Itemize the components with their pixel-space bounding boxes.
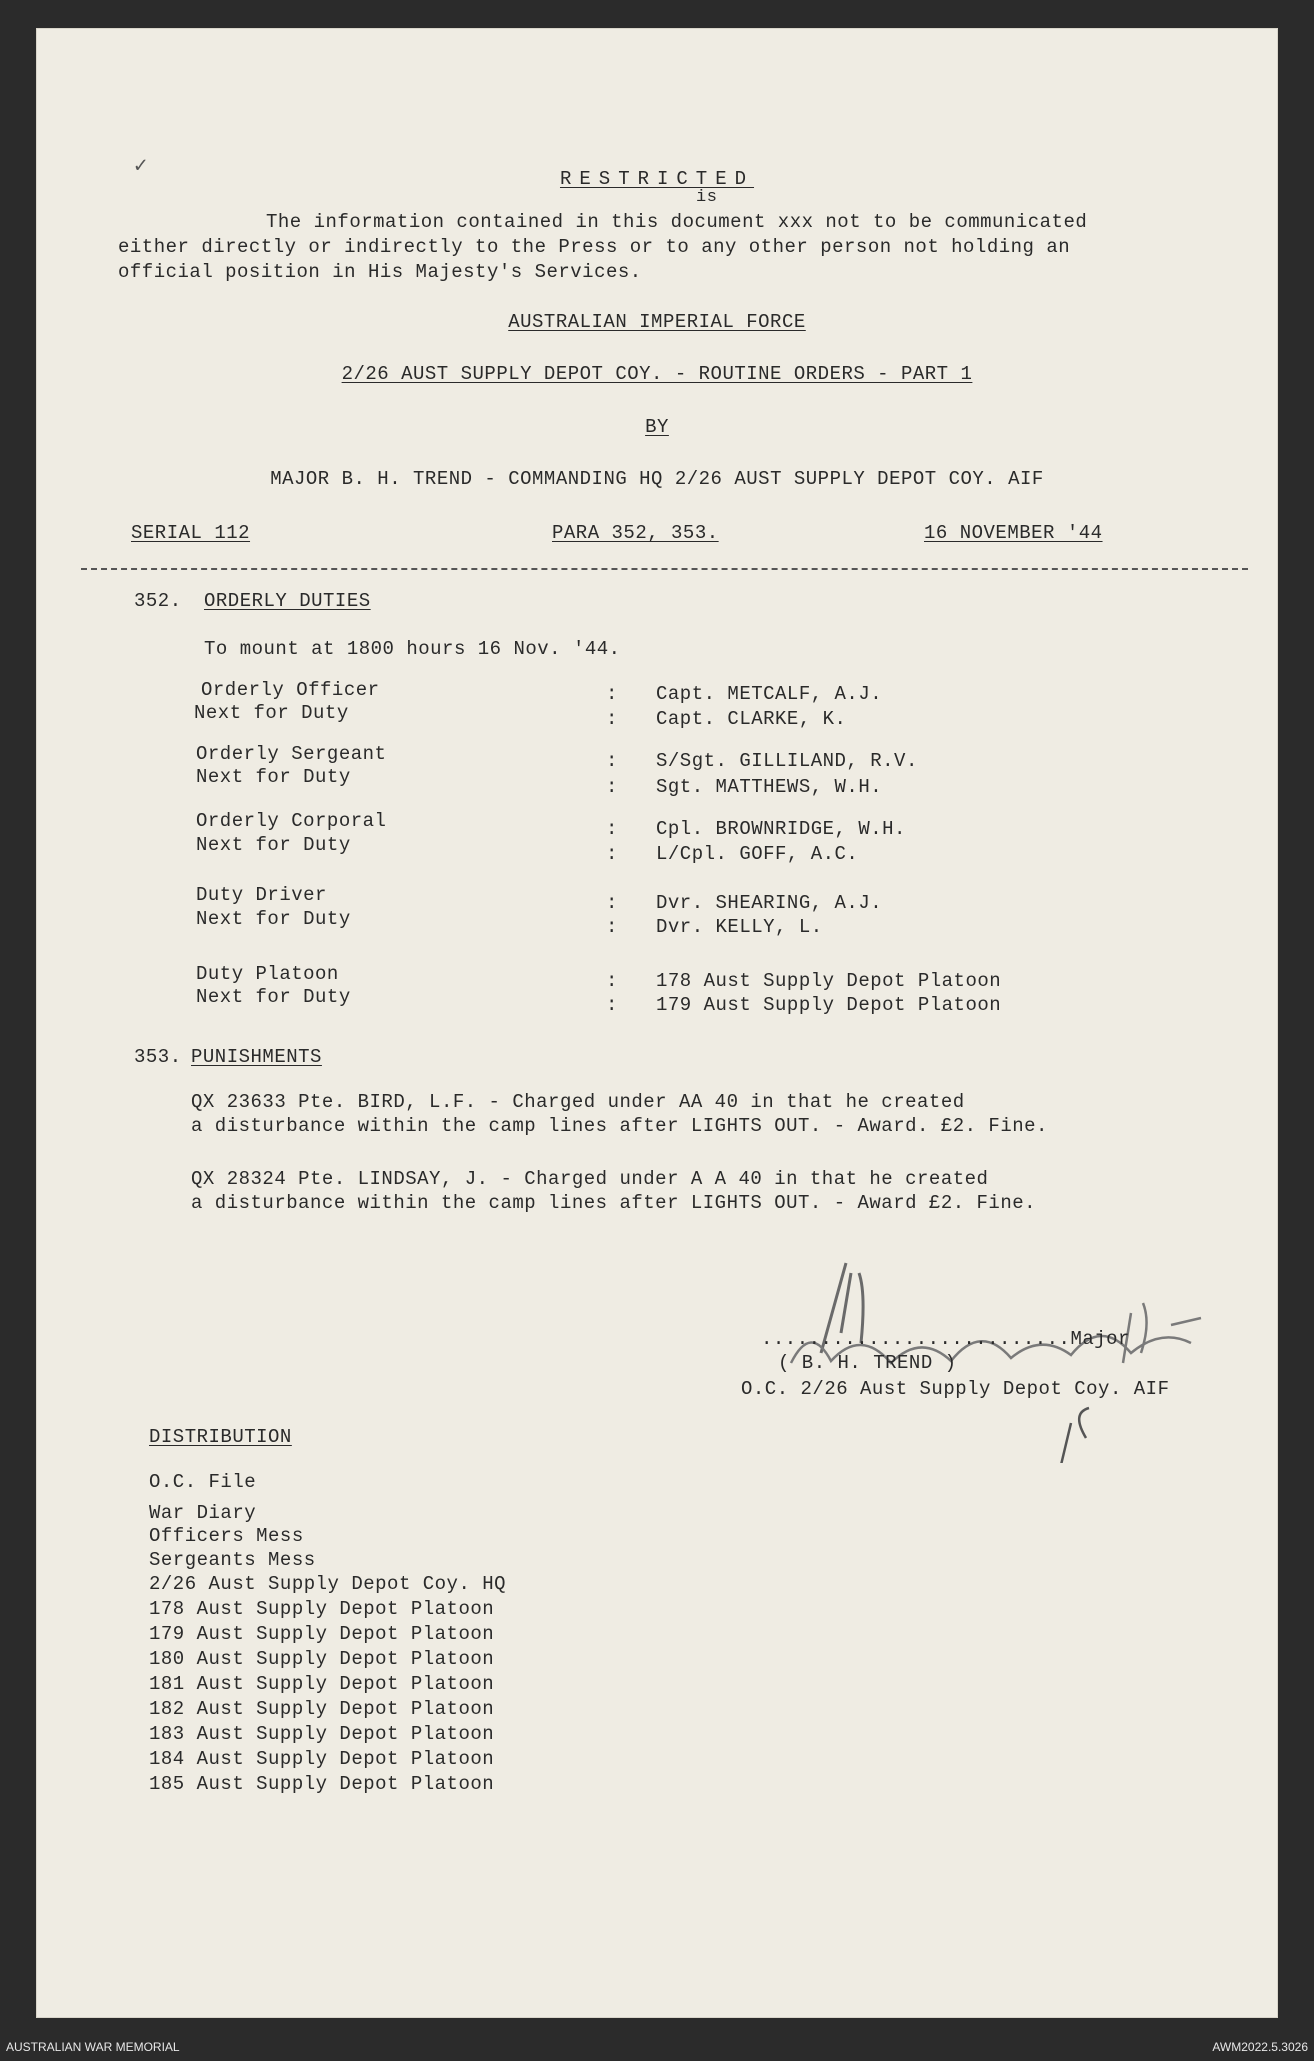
section-number: 353. — [134, 1046, 182, 1068]
distribution-item: 178 Aust Supply Depot Platoon — [149, 1598, 495, 1620]
by-heading: BY — [645, 416, 669, 438]
duty-separator: : — [606, 994, 618, 1016]
divider — [81, 568, 1248, 570]
duty-role: Next for Duty — [194, 702, 349, 724]
distribution-item: 181 Aust Supply Depot Platoon — [149, 1673, 495, 1695]
distribution-item: 185 Aust Supply Depot Platoon — [149, 1773, 495, 1795]
punishment-line: a disturbance within the camp lines after LIGHTS OUT. - Award £2. Fine. — [191, 1192, 1037, 1214]
distribution-item: 179 Aust Supply Depot Platoon — [149, 1623, 495, 1645]
notice-line: The information contained in this document xxx not to be communicated — [266, 211, 1088, 233]
duty-role: Next for Duty — [196, 986, 351, 1008]
duty-role: Orderly Sergeant — [196, 743, 387, 765]
duty-name: Cpl. BROWNRIDGE, W.H. — [656, 818, 906, 840]
commander-line: MAJOR B. H. TREND - COMMANDING HQ 2/26 AUST SUPPLY DEPOT COY. AIF — [270, 468, 1044, 490]
distribution-item: Sergeants Mess — [149, 1549, 316, 1571]
notice-insert: is — [696, 188, 718, 207]
archive-footer — [0, 2018, 1314, 2061]
duty-name: Capt. CLARKE, K. — [656, 708, 847, 730]
document-page — [36, 28, 1278, 2018]
duty-separator: : — [606, 970, 618, 992]
punishment-line: QX 23633 Pte. BIRD, L.F. - Charged under AA 40 in that he created — [191, 1091, 965, 1113]
signatory-title: O.C. 2/26 Aust Supply Depot Coy. AIF — [741, 1378, 1170, 1400]
duty-separator: : — [606, 892, 618, 914]
distribution-title: DISTRIBUTION — [149, 1426, 292, 1448]
duty-name: Dvr. KELLY, L. — [656, 916, 823, 938]
duty-role: Next for Duty — [196, 834, 351, 856]
section-number: 352. — [134, 590, 182, 612]
duty-role: Next for Duty — [196, 766, 351, 788]
duty-role: Next for Duty — [196, 908, 351, 930]
footer-credit: AUSTRALIAN WAR MEMORIAL — [6, 2040, 180, 2054]
duty-name: Capt. METCALF, A.J. — [656, 683, 883, 705]
distribution-item: War Diary — [149, 1502, 257, 1524]
duty-separator: : — [606, 683, 618, 705]
restricted-heading: RESTRICTED — [559, 168, 755, 190]
distribution-item: 2/26 Aust Supply Depot Coy. HQ — [149, 1573, 507, 1595]
duty-separator: : — [606, 916, 618, 938]
distribution-item: 180 Aust Supply Depot Platoon — [149, 1648, 495, 1670]
order-date: 16 NOVEMBER '44 — [924, 522, 1103, 544]
duty-name: 178 Aust Supply Depot Platoon — [656, 970, 1002, 992]
duties-intro: To mount at 1800 hours 16 Nov. '44. — [204, 638, 621, 660]
section-title: PUNISHMENTS — [191, 1046, 322, 1068]
duty-role: Orderly Officer — [201, 679, 380, 701]
duty-separator: : — [606, 750, 618, 772]
punishment-line: QX 28324 Pte. LINDSAY, J. - Charged under A A 40 in that he created — [191, 1168, 989, 1190]
duty-role: Duty Platoon — [196, 963, 339, 985]
duty-role: Duty Driver — [196, 884, 327, 906]
signatory-name: ( B. H. TREND ) — [778, 1352, 957, 1374]
duty-name: Dvr. SHEARING, A.J. — [656, 892, 883, 914]
duty-name: L/Cpl. GOFF, A.C. — [656, 843, 859, 865]
duty-separator: : — [606, 708, 618, 730]
pencil-mark: ✓ — [134, 154, 148, 179]
serial-number: SERIAL 112 — [131, 522, 251, 544]
duty-role: Orderly Corporal — [196, 810, 387, 832]
unit-heading: 2/26 AUST SUPPLY DEPOT COY. - ROUTINE ORDERS - PART 1 — [341, 363, 973, 385]
section-title: ORDERLY DUTIES — [204, 590, 371, 612]
force-heading: AUSTRALIAN IMPERIAL FORCE — [508, 311, 806, 333]
signature-line: ..........................Major — [761, 1328, 1130, 1350]
para-numbers: PARA 352, 353. — [552, 522, 719, 544]
distribution-item: O.C. File — [149, 1471, 257, 1493]
duty-name: Sgt. MATTHEWS, W.H. — [656, 776, 883, 798]
distribution-item: Officers Mess — [149, 1525, 304, 1547]
duty-name: 179 Aust Supply Depot Platoon — [656, 994, 1002, 1016]
distribution-item: 182 Aust Supply Depot Platoon — [149, 1698, 495, 1720]
duty-separator: : — [606, 843, 618, 865]
punishment-line: a disturbance within the camp lines after LIGHTS OUT. - Award. £2. Fine. — [191, 1115, 1048, 1137]
distribution-item: 184 Aust Supply Depot Platoon — [149, 1748, 495, 1770]
distribution-item: 183 Aust Supply Depot Platoon — [149, 1723, 495, 1745]
duty-separator: : — [606, 818, 618, 840]
duty-separator: : — [606, 776, 618, 798]
footer-catalogue-id: AWM2022.5.3026 — [1212, 2040, 1308, 2054]
duty-name: S/Sgt. GILLILAND, R.V. — [656, 750, 918, 772]
notice-line: either directly or indirectly to the Press or to any other person not holding an — [118, 236, 1071, 258]
notice-line: official position in His Majesty's Services. — [118, 261, 642, 283]
